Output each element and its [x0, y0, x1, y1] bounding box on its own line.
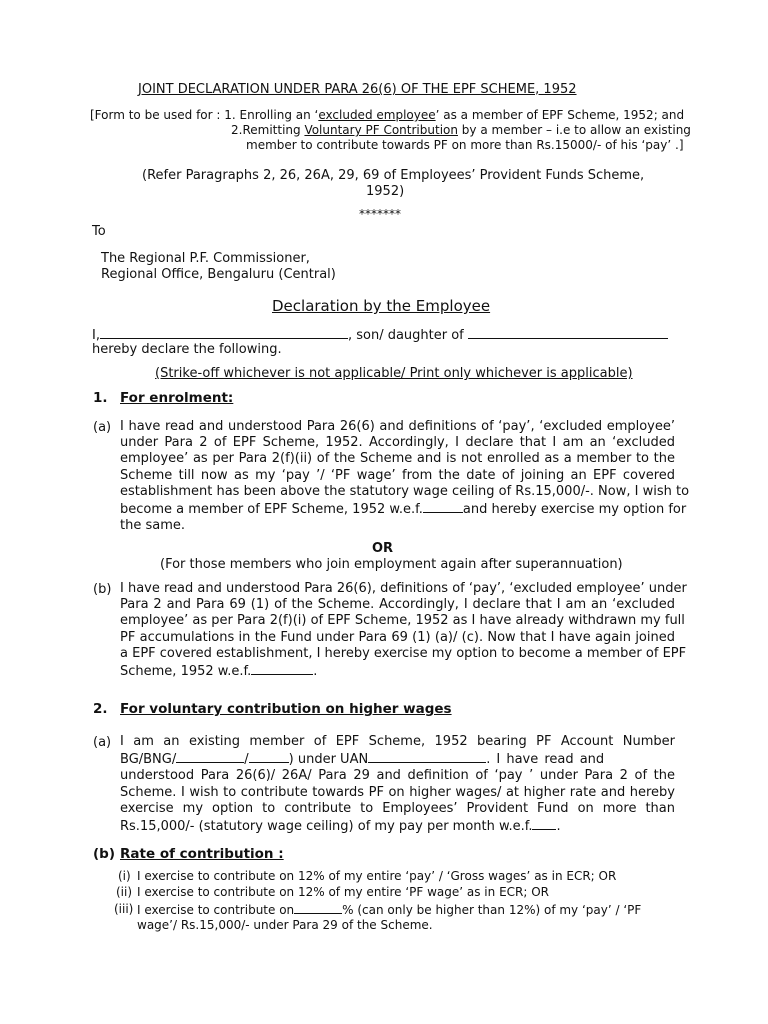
section-1a-line-5: establishment has been above the statutory wage ceiling of Rs.15,000/-. Now, I wish to: [120, 483, 690, 499]
rate-iii-pre: I exercise to contribute on: [137, 903, 295, 917]
rate-iii-post: % (can only be higher than 12%) of my ‘pay’ / ‘PF: [342, 903, 642, 917]
form-use-line-3: member to contribute towards PF on more than Rs.15000/- of his ‘pay’ .]: [246, 138, 684, 152]
section-1b-line-5: a EPF covered establishment, I hereby exercise my option to become a member of EPF: [120, 645, 687, 661]
separator-stars: *******: [359, 207, 401, 221]
section-1-heading: For enrolment:: [120, 390, 234, 406]
document-title: JOINT DECLARATION UNDER PARA 26(6) OF THE EPF SCHEME, 1952: [138, 82, 577, 97]
form-use-line2-suffix: by a member – i.e to allow an existing: [457, 123, 691, 137]
section-2a-label: (a): [93, 735, 112, 750]
parent-name-blank[interactable]: [468, 326, 668, 339]
section-1b-line-2: Para 2 and Para 69 (1) of the Scheme. Accordingly, I declare that I am an ‘excluded: [120, 597, 675, 613]
or-note: (For those members who join employment again after superannuation): [160, 557, 623, 572]
section-1b-line-6: Scheme, 1952 w.e.f. .: [120, 664, 318, 680]
form-use-suffix: ’ as a member of EPF Scheme, 1952; and: [435, 108, 685, 122]
section-1a-line-6: [120, 500, 687, 518]
section-1b-line-4: PF accumulations in the Fund under Para 69 (1) (a)/ (c). Now that I have again joined: [120, 629, 675, 645]
wef-date-1b-blank[interactable]: [251, 662, 313, 675]
section-1a-text: [120, 419, 690, 534]
section-1b-label: (b): [93, 582, 112, 597]
rate-heading: Rate of contribution :: [120, 846, 284, 862]
pf-account-prefix: BG/BNG/: [120, 752, 177, 768]
hereby-declare: hereby declare the following.: [92, 342, 282, 357]
wef-1a-pre: become a member of EPF Scheme, 1952 w.e.f.: [120, 502, 423, 518]
pf-account-blank-1[interactable]: [176, 750, 244, 763]
wef-date-2a-blank[interactable]: [532, 817, 556, 830]
section-1a-label: (a): [93, 420, 112, 435]
section-2a-line-6: [120, 817, 675, 835]
wef-2a-end: .: [556, 819, 561, 835]
section-2a-text: [120, 734, 675, 835]
uan-label: ) under UAN: [288, 752, 369, 768]
refer-line-2: 1952): [366, 184, 405, 199]
section-2a-line-3: understood Para 26(6)/ 26A/ Para 29 and definition of ‘pay ’ under Para 2 of the: [120, 768, 675, 784]
voluntary-pf-term: Voluntary PF Contribution: [304, 123, 458, 137]
or-separator: OR: [372, 541, 394, 556]
rate-item-i-num: (i): [118, 869, 131, 883]
pf-account-sep: /: [244, 752, 249, 768]
addressee-line-1: The Regional P.F. Commissioner,: [101, 251, 310, 266]
declaration-heading: Declaration by the Employee: [272, 297, 491, 315]
uan-blank[interactable]: [368, 750, 486, 763]
form-use-line2-prefix: 2.Remitting: [231, 123, 305, 137]
rate-percent-blank[interactable]: [294, 902, 342, 914]
section-2a-line-2: [120, 750, 675, 768]
rate-item-iii-line-2: wage’/ Rs.15,000/- under Para 29 of the Scheme.: [137, 918, 433, 932]
section-2-number: 2.: [93, 701, 108, 717]
section-2-heading: For voluntary contribution on higher wages: [120, 701, 452, 717]
wef-1a-post: and hereby exercise my option for: [462, 502, 687, 518]
section-1-number: 1.: [93, 390, 108, 406]
rate-item-i-text: I exercise to contribute on 12% of my entire ‘pay’ / ‘Gross wages’ as in ECR; OR: [137, 869, 617, 883]
section-1b-line-3: employee’ as per Para 2(f)(i) of EPF Scheme, 1952 as I have already withdrawn my full: [120, 613, 685, 629]
have-read-text: . I have read and: [486, 752, 605, 768]
rate-item-ii-num: (ii): [116, 885, 133, 899]
form-use-prefix: [Form to be used for : 1. Enrolling an ‘: [90, 108, 319, 122]
section-1b-line-1: I have read and understood Para 26(6), definitions of ‘pay’, ‘excluded employee’ under: [120, 581, 687, 596]
form-use-line-2: [231, 123, 691, 137]
rate-item-iii-line-1: [137, 902, 641, 917]
section-1a-line-4: Scheme till now as my ‘pay ’/ ‘PF wage’ from the date of joining an EPF covered: [120, 467, 675, 483]
pf-account-blank-2[interactable]: [249, 750, 289, 763]
section-2a-line-4: Scheme. I wish to contribute towards PF on higher wages/ at higher rate and hereby: [120, 784, 675, 800]
refer-line-1: (Refer Paragraphs 2, 26, 26A, 29, 69 of Employees’ Provident Funds Scheme,: [142, 168, 645, 183]
rate-item-iii-num: (iii): [114, 902, 134, 916]
declarant-line: [92, 326, 668, 343]
section-2a-line-5: exercise my option to contribute to Employees’ Provident Fund on more than: [120, 800, 675, 816]
section-1a-line-3: employee’ as per Para 2(f)(ii) of the Scheme and is not enrolled as a member to the: [120, 451, 675, 467]
wef-1b-pre: Scheme, 1952 w.e.f.: [120, 664, 252, 680]
addressee-line-2: Regional Office, Bengaluru (Central): [101, 267, 336, 282]
wef-date-1a-blank[interactable]: [423, 500, 463, 513]
section-1b-text: [120, 581, 687, 680]
section-1a-line-2: under Para 2 of EPF Scheme, 1952. Accordingly, I declare that I am an ‘excluded: [120, 435, 675, 451]
rate-item-ii-text: I exercise to contribute on 12% of my entire ‘PF wage’ as in ECR; OR: [137, 885, 550, 899]
employee-name-blank[interactable]: [100, 326, 348, 339]
to-label: To: [92, 224, 106, 239]
rate-label: (b): [93, 846, 116, 862]
strike-off-note: (Strike-off whichever is not applicable/ Print only whichever is applicable): [155, 366, 633, 381]
section-1a-line-1: I have read and understood Para 26(6) and definitions of ‘pay’, ‘excluded employee’: [120, 419, 675, 434]
son-daughter-label: , son/ daughter of: [347, 328, 464, 343]
section-1a-line-7: the same.: [120, 518, 185, 534]
form-use-line-1: [90, 108, 684, 122]
excluded-employee-term: excluded employee: [318, 108, 436, 122]
wef-2a-pre: Rs.15,000/- (statutory wage ceiling) of my pay per month w.e.f.: [120, 819, 533, 835]
declarant-i: I,: [92, 328, 100, 343]
section-2a-line-1: I am an existing member of EPF Scheme, 1952 bearing PF Account Number: [120, 734, 675, 749]
